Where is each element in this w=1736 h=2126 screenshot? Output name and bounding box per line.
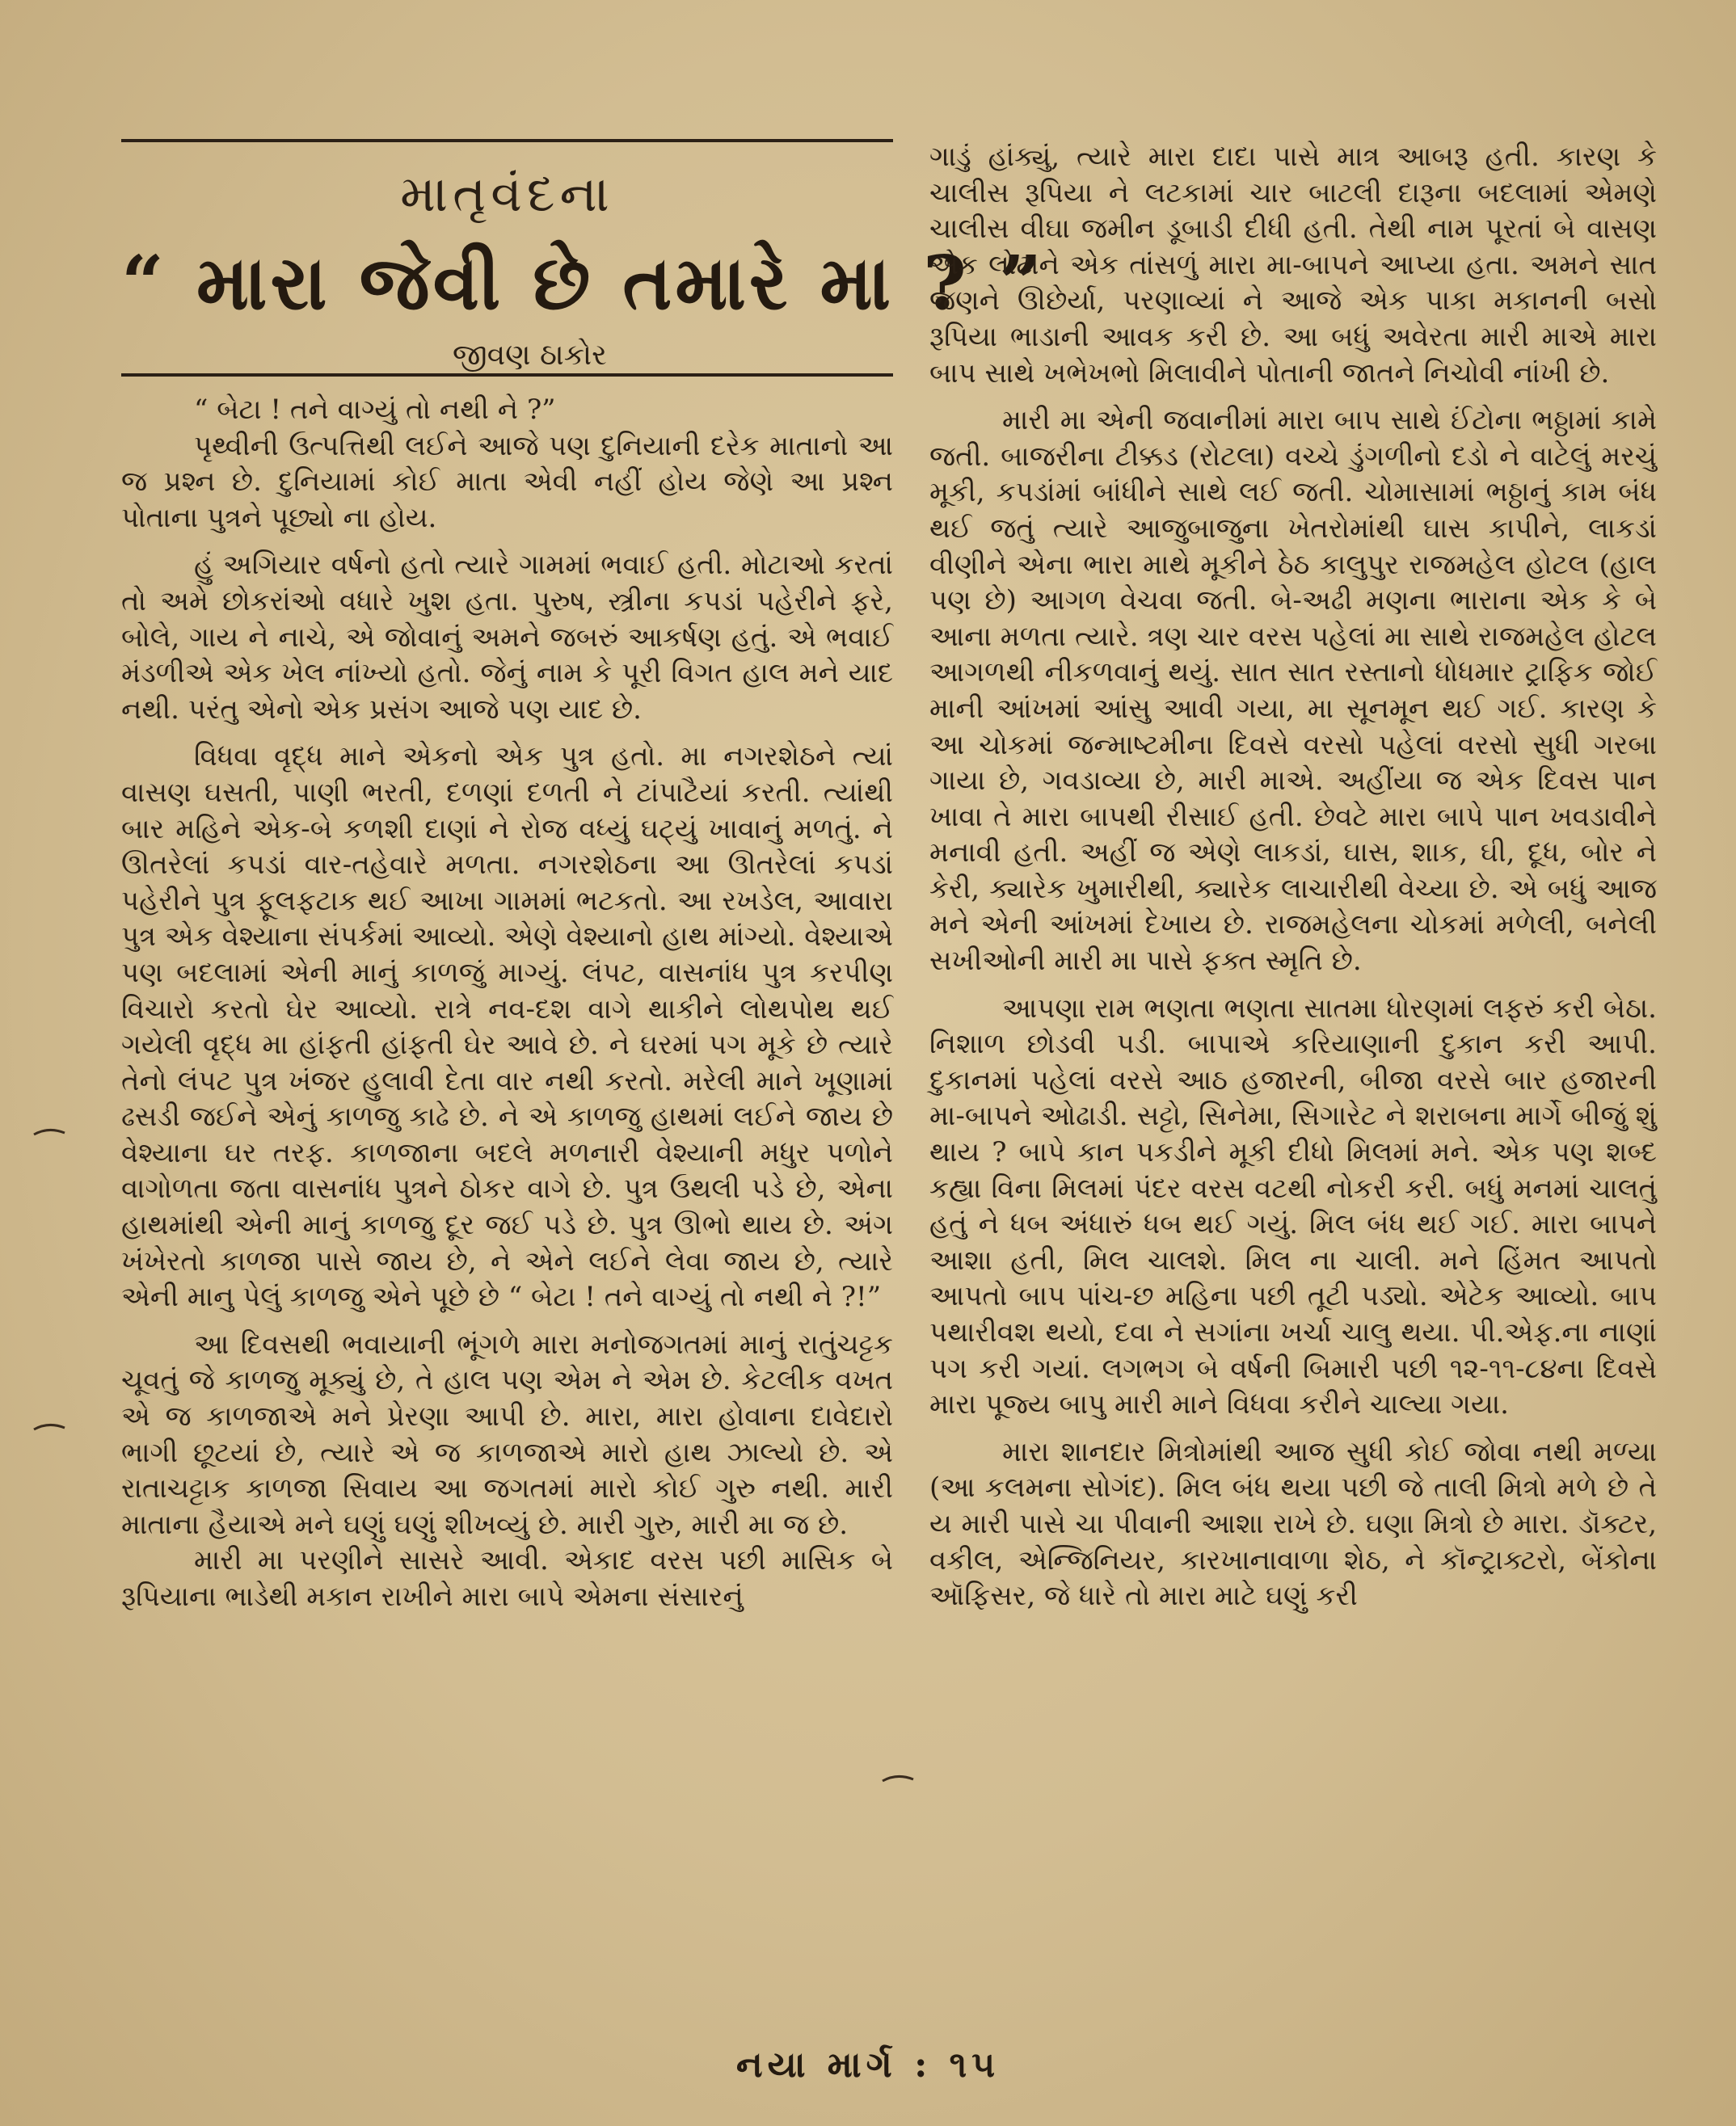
left-column: [121, 392, 893, 1615]
page-footer: નયા માર્ગ : ૧૫: [735, 2044, 1001, 2086]
section-kicker: માતૃવંદના: [400, 164, 614, 223]
header-top-rule: [121, 139, 893, 142]
author-byline: જીવણ ઠાકોર: [453, 339, 607, 372]
paragraph: આપણા રામ ભણતા ભણતા સાતમા ધોરણમાં લફરું કરી બેઠા. નિશાળ છોડવી પડી. બાપાએ કરિયાણાની દુકાન કરી આપી. દુકાનમાં પહેલાં વરસે આઠ હજારની, બીજા વરસે બાર હજારની મા-બાપને ઓઢાડી. સટ્ટો, સિનેમા, સિગારેટ ને શરાબના માર્ગે બીજું શું થાય ? બાપે કાન પકડીને મૂકી દીધો મિલમાં મને. એક પણ શબ્દ કહ્યા વિના મિલમાં પંદર વરસ વટથી નોકરી કરી. બધું મનમાં ચાલતું હતું ને ધબ અંધારું ધબ થઈ ગયું. મિલ બંધ થઈ ગઈ. મારા બાપને આશા હતી, મિલ ચાલશે. મિલ ના ચાલી. મને હિંમત આપતો આપતો બાપ પાંચ-છ મહિના પછી તૂટી પડ્યો. એટેક આવ્યો. બાપ પથારીવશ થયો, દવા ને સગાંના ખર્ચા ચાલુ થયા. પી.એફ.ના નાણાં પગ કરી ગયાં. લગભગ બે વર્ષની બિમારી પછી ૧૨-૧૧-૮૪ના દિવસે મારા પૂજ્ય બાપુ મારી માને વિધવા કરીને ચાલ્યા ગયા.: [929, 991, 1657, 1421]
paragraph: ગાડું હાંક્યું, ત્યારે મારા દાદા પાસે માત્ર આબરૂ હતી. કારણ કે ચાલીસ રૂપિયા ને લટકામાં ચાર બાટલી દારૂના બદલામાં એમણે ચાલીસ વીઘા જમીન ડૂબાડી દીધી હતી. તેથી નામ પૂરતાં બે વાસણ એક લોટાને એક તાંસળું મારા મા-બાપને આપ્યા હતા. અમને સાત જણને ઊછેર્યા, પરણાવ્યાં ને આજે એક પાકા મકાનની બસો રૂપિયા ભાડાની આવક કરી છે. આ બધું અવેરતા મારી માએ મારા બાપ સાથે ખભેખભો મિલાવીને પોતાની જાતને નિચોવી નાંખી છે.: [929, 141, 1657, 389]
paragraph: મારા શાનદાર મિત્રોમાંથી આજ સુધી કોઈ જોવા નથી મળ્યા (આ કલમના સોગંદ). મિલ બંધ થયા પછી જે તાલી મિત્રો મળે છે તે ય મારી પાસે ચા પીવાની આશા રાખે છે. ઘણા મિત્રો છે મારા. ડૉક્ટર, વકીલ, એન્જિનિયર, કારખાનાવાળા શેઠ, ને કૉન્ટ્રાક્ટરો, બેંકોના ઑફિસર, જે ધારે તો મારા માટે ઘણું કરી: [929, 1435, 1657, 1613]
margin-tick-mark-icon: [32, 1418, 68, 1438]
header-bottom-rule: [121, 373, 893, 377]
paragraph: મારી મા એની જવાનીમાં મારા બાપ સાથે ઈંટોના ભઠ્ઠામાં કામે જતી. બાજરીના ટીક્કડ (રોટલા) વચ્ચે ડુંગળીનો દડો ને વાટેલું મરચું મૂકી, કપડાંમાં બાંધીને સાથે લઈ જતી. ચોમાસામાં ભઠ્ઠાનું કામ બંધ થઈ જતું ત્યારે આજુબાજુના ખેતરોમાંથી ઘાસ કાપીને, લાકડાં વીણીને એના ભારા માથે મૂકીને ઠેઠ કાલુપુર રાજમહેલ હોટલ (હાલ પણ છે) આગળ વેચવા જતી. બે-અઢી મણના ભારાના એક કે બે આના મળતા ત્યારે. ત્રણ ચાર વરસ પહેલાં મા સાથે રાજમહેલ હોટલ આગળથી નીકળવાનું થયું. સાત સાત રસ્તાનો ધોધમાર ટ્રાફિક જોઈ માની આંખમાં આંસુ આવી ગયા, મા સૂનમૂન થઈ ગઈ. કારણ કે આ ચોકમાં જન્માષ્ટમીના દિવસે વરસો પહેલાં વરસો સુધી ગરબા ગાયા છે, ગવડાવ્યા છે, મારી માએ. અહીંયા જ એક દિવસ પાન ખાવા તે મારા બાપથી રીસાઈ હતી. છેવટે મારા બાપે પાન ખવડાવીને મનાવી હતી. અહીં જ એણે લાકડાં, ઘાસ, શાક, ઘી, દૂધ, બોર ને કેરી, ક્યારેક ખુમારીથી, ક્યારેક લાચારીથી વેચ્યા છે. એ બધું આજ મને એની આંખમાં દેખાય છે. રાજમહેલના ચોકમાં મળેલી, બનેલી સખીઓની મારી મા પાસે ફક્ત સ્મૃતિ છે.: [929, 404, 1657, 978]
right-column: [929, 139, 1657, 1614]
paragraph: આ દિવસથી ભવાયાની ભૂંગળે મારા મનોજગતમાં માનું રાતુંચટ્ટક ચૂવતું જે કાળજુ મૂક્યું છે, તે હાલ પણ એમ ને એમ છે. કેટલીક વખત એ જ કાળજાએ મને પ્રેરણા આપી છે. મારા, મારા હોવાના દાવેદારો ભાગી છૂટયાં છે, ત્યારે એ જ કાળજાએ મારો હાથ ઝાલ્યો છે. એ રાતાચટ્ટાક કાળજા સિવાય આ જગતમાં મારો કોઈ ગુરુ નથી. મારી માતાના હૈયાએ મને ઘણું ઘણું શીખવ્યું છે. મારી ગુરુ, મારી મા જ છે.: [121, 1328, 893, 1541]
article-title: “ મારા જેવી છે તમારે મા ? ”: [121, 239, 1045, 326]
margin-tick-mark-icon: [32, 1123, 68, 1143]
paragraph: મારી મા પરણીને સાસરે આવી. એકાદ વરસ પછી માસિક બે રૂપિયાના ભાડેથી મકાન રાખીને મારા બાપે એમના સંસારનું: [121, 1544, 893, 1613]
margin-tick-mark-icon: [881, 1770, 916, 1789]
paragraph: “ બેટા ! તને વાગ્યું તો નથી ને ?”: [194, 394, 556, 426]
paragraph: પૃથ્વીની ઉત્પત્તિથી લઈને આજે પણ દુનિયાની દરેક માતાનો આ જ પ્રશ્ન છે. દુનિયામાં કોઈ માતા એવી નહીં હોય જેણે આ પ્રશ્ન પોતાના પુત્રને પૂછ્યો ના હોય.: [121, 429, 893, 534]
paragraph: વિધવા વૃદ્ધ માને એકનો એક પુત્ર હતો. મા નગરશેઠને ત્યાં વાસણ ઘસતી, પાણી ભરતી, દળણાં દળતી ને ટાંપાટૈયાં કરતી. ત્યાંથી બાર મહિને એક-બે કળશી દાણાં ને રોજ વધ્યું ઘટ્યું ખાવાનું મળતું. ને ઊતરેલાં કપડાં વાર-તહેવારે મળતા. નગરશેઠના આ ઊતરેલાં કપડાં પહેરીને પુત્ર ફૂલફટાક થઈ આખા ગામમાં ભટકતો. આ રખડેલ, આવારા પુત્ર એક વેશ્યાના સંપર્કમાં આવ્યો. એણે વેશ્યાનો હાથ માંગ્યો. વેશ્યાએ પણ બદલામાં એની માનું કાળજું માગ્યું. લંપટ, વાસનાંધ પુત્ર કરપીણ વિચારો કરતો ઘેર આવ્યો. રાત્રે નવ-દશ વાગે થાકીને લોથપોથ થઈ ગયેલી વૃદ્ધ મા હાંફતી હાંફતી ઘેર આવે છે. ને ઘરમાં પગ મૂકે છે ત્યારે તેનો લંપટ પુત્ર ખંજર હુલાવી દેતા વાર નથી કરતો. મરેલી માને ખૂણામાં ઢસડી જઈને એનું કાળજુ કાઢે છે. ને એ કાળજુ હાથમાં લઈને જાય છે વેશ્યાના ઘર તરફ. કાળજાના બદલે મળનારી વેશ્યાની મધુર પળોને વાગોળતા જતા વાસનાંધ પુત્રને ઠોકર વાગે છે. પુત્ર ઉથલી પડે છે, એના હાથમાંથી એની માનું કાળજુ દૂર જઈ પડે છે. પુત્ર ઊભો થાય છે. અંગ ખંખેરતો કાળજા પાસે જાય છે, ને એને લઈને લેવા જાય છે, ત્યારે એની માનુ પેલું કાળજુ એને પૂછે છે “ બેટા ! તને વાગ્યું તો નથી ને ?!”: [121, 740, 893, 1314]
paragraph: હું અગિયાર વર્ષનો હતો ત્યારે ગામમાં ભવાઈ હતી. મોટાઓ કરતાં તો અમે છોકરાંઓ વધારે ખુશ હતા. પુરુષ, સ્ત્રીના કપડાં પહેરીને ફરે, બોલે, ગાય ને નાચે, એ જોવાનું અમને જબરું આકર્ષણ હતું. એ ભવાઈ મંડળીએ એક ખેલ નાંખ્યો હતો. જેનું નામ કે પૂરી વિગત હાલ મને યાદ નથી. પરંતુ એનો એક પ્રસંગ આજે પણ યાદ છે.: [121, 549, 893, 726]
